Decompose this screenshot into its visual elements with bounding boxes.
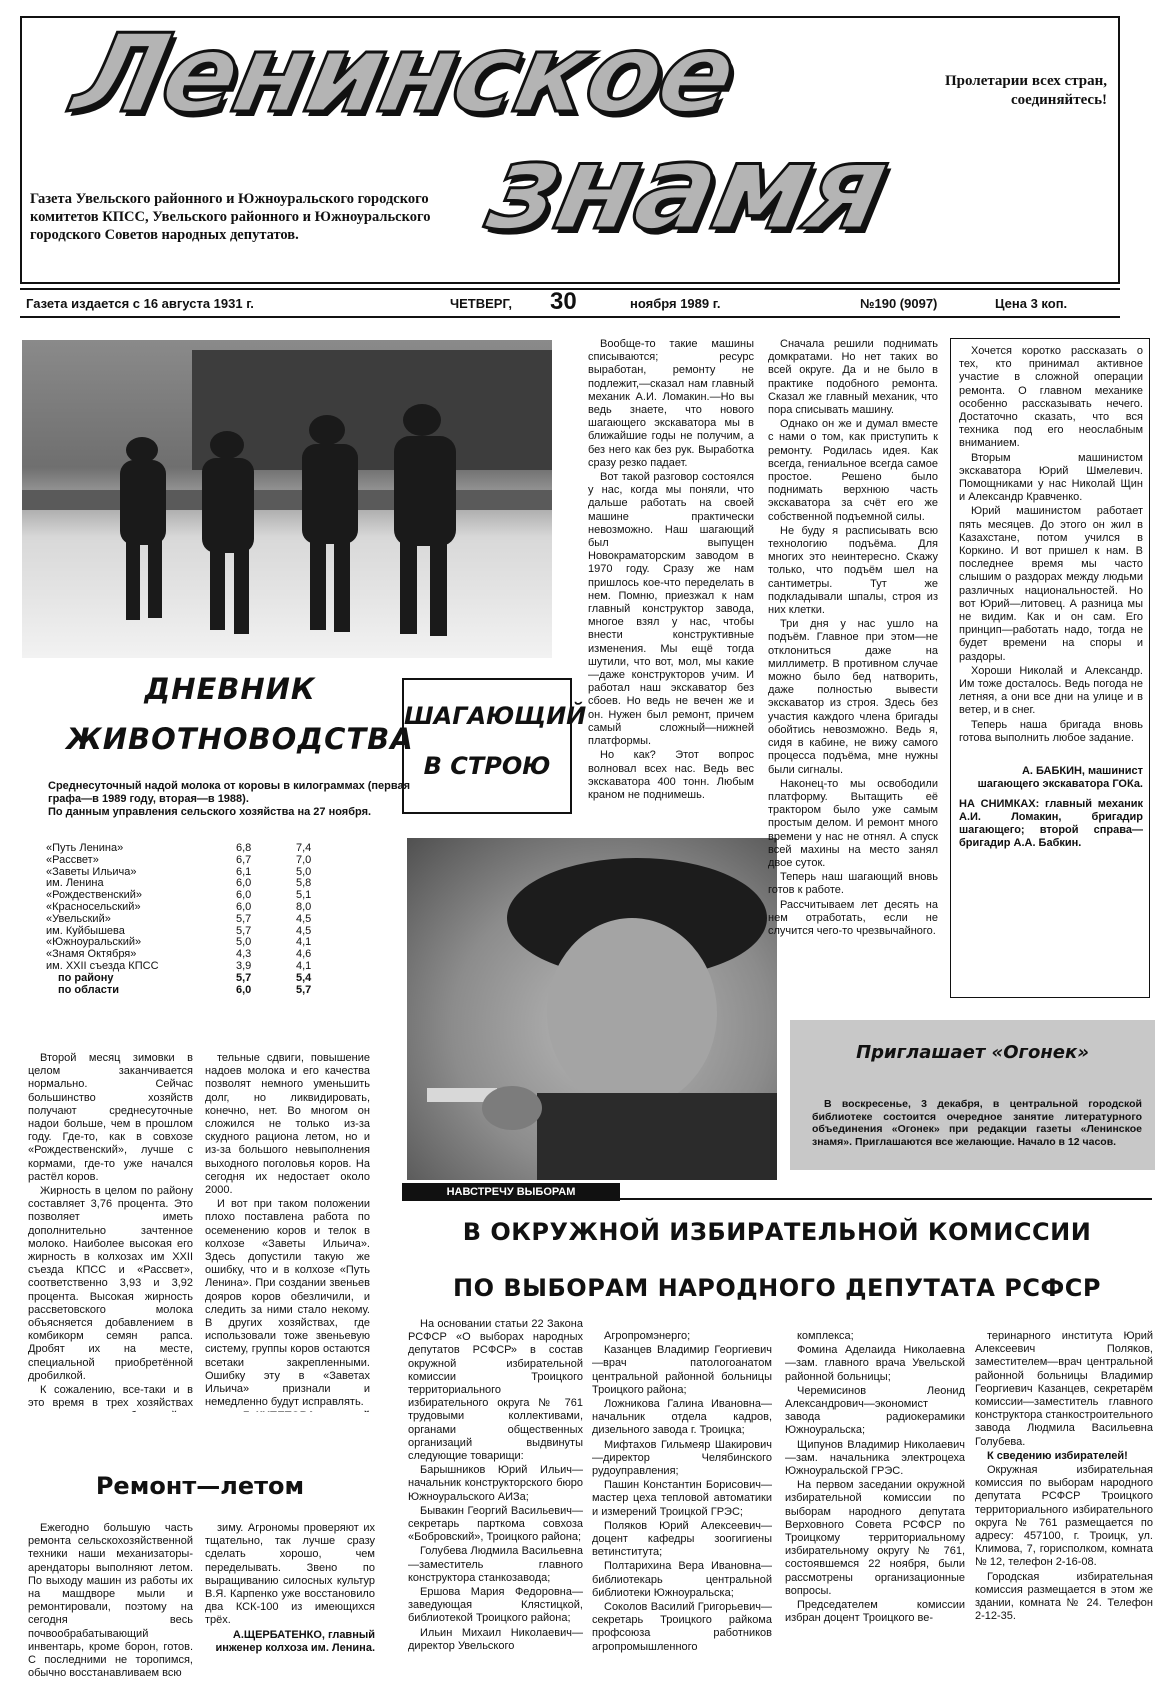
- dnevnik-column-2: [205, 1052, 370, 1412]
- remont-signature: А.ЩЕРБАТЕНКО, главный инженер колхоза им. Ленина.: [215, 1628, 375, 1654]
- dnevnik-signature: [205, 1410, 370, 1412]
- vybory-column-4: [975, 1330, 1153, 1698]
- issue-price: Цена 3 коп.: [995, 296, 1068, 311]
- milk-yield-1989: 6,0: [236, 877, 252, 890]
- milk-yield-farm: им. XXII съезда КПСС: [46, 959, 159, 972]
- shagayushchiy-column-3: [959, 345, 1143, 991]
- vybory-column-1: [408, 1318, 583, 1698]
- remont-column-2: [205, 1522, 375, 1692]
- milk-yield-row: [44, 914, 354, 926]
- paragraph: Но как? Этот вопрос волновал всех нас. Ведь вес экскаватора 400 тонн. Любым краном не поднимешь.: [588, 749, 754, 801]
- paragraph: Хочется коротко рассказать о тех, кто принимал активное участие в сложной операции ремонта. О главном механике особенно рассказывать нечего. Достаточно сказать, что вся техника под его неослабным вниманием.: [959, 345, 1143, 450]
- paragraph: Теперь наш шагающий вновь готов к работе.: [768, 871, 938, 897]
- vybory-rubric: НАВСТРЕЧУ ВЫБОРАМ: [402, 1183, 620, 1201]
- paragraph: Бывакин Георгий Васильевич—секретарь парткома совхоза «Бобровский», Троицкого района;: [408, 1504, 583, 1544]
- milk-yield-1988: 4,5: [296, 912, 312, 925]
- masthead-title-line2: знамя: [477, 118, 899, 256]
- photo-men-walking-image: [22, 340, 552, 658]
- milk-yield-row: [44, 902, 354, 914]
- dnevnik-column-1: [28, 1052, 193, 1412]
- milk-yield-row: [44, 985, 354, 997]
- milk-yield-farm: «Путь Ленина»: [46, 842, 124, 854]
- ogonek-title: Приглашает «Огонек»: [856, 1042, 1089, 1063]
- issue-bar: [20, 288, 1120, 318]
- paragraph: Окружная избирательная комиссия по выборам народного депутата РСФСР Троицкого территориального избирательного округа № 761 размещается по адресу: 457100, г. Троицк, ул. Климова, 7, горисполком, комната № 12, телефон 2-16-08.: [975, 1464, 1153, 1569]
- milk-yield-1989: 6,8: [236, 842, 252, 854]
- paragraph: Теперь наша бригада вновь готова выполнить любое задание.: [959, 718, 1143, 744]
- shagayushchiy-title-box: [402, 678, 587, 814]
- milk-yield-farm: «Красносельский»: [46, 900, 141, 913]
- milk-yield-1988: 5,0: [296, 865, 312, 878]
- paragraph: Голубева Людмила Васильевна—заместитель главного конструктора станкозавода;: [408, 1545, 583, 1584]
- milk-yield-row: [44, 973, 354, 985]
- milk-yield-farm: «Южноуральский»: [46, 936, 142, 949]
- paragraph: Барышников Юрий Ильич—начальник конструкторского бюро Южноуральского АИЗа;: [408, 1464, 583, 1503]
- founded-date: Газета издается с 16 августа 1931 г.: [26, 296, 254, 311]
- shagayushchiy-signature: А. БАБКИН, машинист шагающего экскаватора ГОКа.: [977, 765, 1143, 791]
- paragraph: Три дня у нас ушло на подъём. Главное при этом—не отклониться даже на миллиметр. В противном случае можно было бед натворить, даже полностью вывести экскаватор из строя. Здесь без участия каждого члена бригады обойтись невозможно. Ведь я, сидя в кабине, не вижу самого процесса подъёма, мне нужны были сигналы.: [768, 618, 938, 776]
- milk-yield-1988: 7,4: [296, 842, 312, 854]
- milk-yield-1989: 6,7: [236, 853, 252, 866]
- paragraph: Щипунов Владимир Николаевич—зам. начальника электроцеха Южноуральской ГРЭС.: [785, 1438, 965, 1478]
- rubric-rule: [402, 1198, 1152, 1200]
- milk-yield-1989: 6,0: [236, 889, 252, 902]
- paragraph: Городская избирательная комиссия размещается в этом же здании, комната № 24. Телефон 2-12-35.: [975, 1570, 1153, 1623]
- paragraph: На первом заседании окружной избирательной комиссии по выборам народного депутата Верховного Совета РСФСР по Троицкому территориальному избирательному округу № 761, состоявшемся 22 ноября, были рассмотрены организационные вопросы.: [785, 1479, 965, 1597]
- issue-month-year: ноября 1989 г.: [630, 296, 721, 311]
- issue-day: 30: [550, 288, 577, 315]
- photo-caption: НА СНИМКАХ: главный механик А.И. Ломакин, бригадир шагающего; второй справа—бригадир А.А. Бабкин.: [959, 797, 1143, 850]
- milk-yield-1988: 5,7: [296, 983, 312, 996]
- dnevnik-intro: [48, 780, 418, 819]
- paragraph: комплекса;: [797, 1330, 854, 1342]
- paragraph: Сначала решили поднимать домкратами. Но нет таких во всей округе. Да и не было в практике подобного ремонта. Сказал же главный механик, что пора списывать машину.: [768, 338, 938, 417]
- paragraph: Казанцев Владимир Георгиевич—врач патологоанатом центральной районной больницы Троицкого района;: [592, 1344, 772, 1396]
- remont-column-1: [28, 1522, 193, 1692]
- milk-yield-row: [44, 855, 354, 867]
- shagayushchiy-title-line1: ШАГАЮЩИЙ: [404, 702, 587, 730]
- vybory-headline-1: В ОКРУЖНОЙ ИЗБИРАТЕЛЬНОЙ КОМИССИИ: [462, 1218, 1092, 1246]
- paragraph: Вообще-то такие машины списываются; ресурс выработан, ремонту не подлежит,—сказал нам главный механик А.И. Ломакин.—Но вы ведь знаете, что нового шагающего экскаватора мы в ближайшие годы не получим, а без него как без рук. Выработка сразу резко падает.: [588, 338, 754, 469]
- milk-yield-1989: 3,9: [236, 959, 252, 972]
- milk-yield-row: [44, 961, 354, 973]
- milk-yield-1989: 5,7: [236, 971, 252, 984]
- issue-number: №190 (9097): [860, 296, 938, 311]
- dnevnik-intro-source: По данным управления сельского хозяйства на 27 ноября.: [48, 806, 372, 818]
- milk-yield-farm: «Рождественский»: [46, 889, 143, 902]
- masthead-title-line1: Ленинское: [63, 12, 745, 137]
- milk-yield-1989: 5,0: [236, 936, 252, 949]
- paragraph: Пашин Константин Борисович—мастер цеха тепловой автоматики и измерений Троицкой ГРЭС;: [592, 1479, 772, 1518]
- milk-yield-farm: по району: [58, 971, 114, 984]
- milk-yield-farm: по области: [58, 983, 120, 996]
- paragraph: Ежегодно большую часть ремонта сельскохозяйственной техники наши механизаторы-арендаторы выполняют летом. По выходу машин из работы их на машдворе мыли и ремонтировали, поэтому на сегодня весь почвообрабатывающий инвентарь, кроме борон, готов. С последними не торопимся, обычно восстанавливаем всю: [28, 1522, 193, 1680]
- paragraph: зиму. Агрономы проверяют их тщательно, так лучше сразу сделать хорошо, чем переделывать. Звено по выращиванию силосных культур В.Я. Карпенко уже восстановило два КСК-100 из имеющихся трёх.: [205, 1522, 375, 1627]
- paragraph: Вот такой разговор состоялся у нас, когда мы поняли, что дальше работать на своей машине практически невозможно. Наш шагающий был выпущен Новокраматорским заводом в 1970 году. Сразу же нам пришлось кое-что переделать в нем. Помню, приезжал к нам главный конструктор завода, многое взял у нас, чтобы внести конструктивные изменения. Мы ещё тогда шутили, что вот, мол, мы какие—даже конструкторов учим. И работал наш экскаватор без сбоев. Но ведь не вечен же и он. Нужен был ремонт, причем самый сложный—нижней платформы.: [588, 471, 754, 748]
- paragraph: Мифтахов Гильмеяр Шакирович—директор Челябинского рудоуправления;: [592, 1438, 772, 1478]
- masthead-publisher: Газета Увельского районного и Южноуральского городского комитетов КПСС, Увельского районного и Южноуральского городского Советов народных депутатов.: [30, 191, 431, 243]
- paragraph: Второй месяц зимовки в целом заканчивается нормально. Сейчас большинство хозяйств получают среднесуточные надои больше, чем в прошлом году. Где-то, как в совхозе «Рождественский», лучше с кормами, где-то уже начался растёл коров.: [28, 1052, 193, 1183]
- milk-yield-farm: «Знамя Октября»: [46, 948, 137, 961]
- milk-yield-1989: 6,0: [236, 983, 252, 996]
- ogonek-box: [790, 1020, 1155, 1170]
- milk-yield-1988: 4,1: [296, 936, 312, 949]
- milk-yield-farm: «Рассвет»: [46, 853, 99, 866]
- paragraph: теринарного института Юрий Алексеевич Поляков, заместителем—врач центральной районной больницы Владимир Георгиевич Казанцев, секретарём комиссии—заместитель главного конструктора станкостроительного завода Людмила Васильевна Голубева.: [975, 1330, 1153, 1448]
- paragraph: Жирность в целом по району составляет 3,76 процента. Это позволяет иметь дополнительно зачтенное молоко. Наиболее высокая его жирность в колхозах им XXII съезда КПСС и «Рассвет», соответственно 3,93 и 3,92 процента. Высокая жирность рассветовского молока объясняется добавлением в комбикорм семян рапса. Дробят их на месте, специальной приобретённой дробилкой.: [28, 1185, 193, 1382]
- milk-yield-1989: 5,7: [236, 924, 252, 937]
- milk-yield-1988: 5,4: [296, 971, 312, 984]
- paragraph: Ильин Михаил Николаевич—директор Увельского: [408, 1626, 583, 1652]
- masthead: [20, 12, 1120, 284]
- paragraph: Ершова Мария Федоровна—заведующая Клястицкой, библиотекой Троицкого района;: [408, 1586, 583, 1625]
- paragraph: И вот при таком положении плохо поставлена работа по осеменению коров и телок в колхозе «Заветы Ильича». Здесь допустили такую же ошибку, что и в колхозе «Путь Ленина». При создании звеньев дояров коров обезличили, и следить за ними стало некому. В других хозяйствах, где использовали тоже звеньевую систему, группы коров остаются всетаки закрепленными. Ошибку эту в «Заветах Ильича» признали и немедленно будут исправлять.: [205, 1198, 370, 1409]
- issue-weekday: ЧЕТВЕРГ,: [450, 296, 512, 311]
- shagayushchiy-sidebar: [950, 338, 1150, 998]
- milk-yield-table: [44, 843, 354, 996]
- paragraph: Рассчитываем лет десять на нем отработать, если не случится чего-то чрезвычайного.: [768, 898, 938, 937]
- dnevnik-title-line1: ДНЕВНИК: [144, 672, 316, 706]
- milk-yield-1988: 5,1: [296, 889, 312, 902]
- milk-yield-farm: им. Куйбышева: [46, 924, 125, 937]
- milk-yield-1989: 6,1: [236, 865, 252, 878]
- vybory-column-2: [592, 1330, 772, 1698]
- paragraph: Наконец-то мы освободили платформу. Вытащить её трактором было уже самым простым делом. И ремонт много времени у нас не отнял. А спуск всей махины на место занял двое суток.: [768, 777, 938, 869]
- paragraph: К сожалению, все-таки и в это время в трех хозяйствах: [28, 1384, 193, 1410]
- milk-yield-1989: 4,3: [236, 948, 252, 961]
- milk-yield-1989: 6,0: [236, 900, 252, 913]
- dnevnik-title-line2: ЖИВОТНОВОДСТВА: [66, 722, 414, 756]
- shagayushchiy-column-1: [588, 338, 754, 978]
- notice-heading: К сведению избирателей!: [987, 1449, 1128, 1462]
- paragraph: Поляков Юрий Алексеевич—доцент кафедры зоогигиены ветинститута;: [592, 1519, 772, 1559]
- paragraph: тельные сдвиги, повышение надоев молока и его качества позволят немного уменьшить долг, но ликвидировать, конечно, нет. Во многом он сложился не только из-за скудного рациона летом, но и из-за большого невыполнения выходного поголовья коров. На сегодня их недостает около 2000.: [205, 1052, 370, 1197]
- vybory-column-3: [785, 1330, 965, 1698]
- paragraph: Фомина Аделаида Николаевна—зам. главного врача Увельской районной больницы;: [785, 1344, 965, 1383]
- paragraph: На основании статьи 22 Закона РСФСР «О выборах народных депутатов РСФСР» в состав окружной избирательной комиссии Троицкого территориального избирательного округа № 761 трудовыми коллективами, органами общественных организаций выдвинуты следующие товарищи:: [408, 1318, 583, 1463]
- dnevnik-intro-text: Среднесуточный надой молока от коровы в килограммах (первая графа—в 1989 году, вторая—в 1988).: [48, 780, 411, 805]
- milk-yield-1989: 5,7: [236, 912, 252, 925]
- paragraph: Черемисинов Леонид Александрович—экономист завода радиокерамики Южноуральска;: [785, 1384, 965, 1437]
- milk-yield-1988: 5,8: [296, 877, 312, 890]
- vybory-headline-2: ПО ВЫБОРАМ НАРОДНОГО ДЕПУТАТА РСФСР: [453, 1274, 1101, 1302]
- milk-yield-1988: 4,6: [296, 948, 312, 961]
- paragraph: Вторым машинистом экскаватора Юрий Шмелевич. Помощниками у нас Николай Щин и Александр Кравченко.: [959, 451, 1143, 504]
- milk-yield-1988: 7,0: [296, 853, 312, 866]
- paragraph: Однако он же и думал вместе с нами о том, как приступить к ремонту. Родилась идея. Как всегда, гениальное всегда самое простое. Решено было поднимать верхнюю часть экскаватора за счёт его же собственной подъемной силы.: [768, 418, 938, 523]
- milk-yield-1988: 4,5: [296, 924, 312, 937]
- milk-yield-farm: им. Ленина: [46, 877, 104, 890]
- milk-yield-farm: «Увельский»: [46, 912, 111, 925]
- paragraph: Хороши Николай и Александр. Им тоже досталось. Ведь погода не летняя, а они все дни на улице и в ветер, и в снег.: [959, 664, 1143, 717]
- photo-men-walking: [22, 340, 552, 658]
- paragraph: Юрий машинистом работает пять месяцев. До этого он жил в Казахстане, потом учился в Коркино. И вот пришел к нам. В последнее время мы часто слышим о раздорах между людьми различных национальностей. Но вот Юрий—литовец. А разница мы не видим. Как и он сам. Его принцип—работать надо, тогда не будет времени на споры и раздоры.: [959, 505, 1143, 663]
- paragraph: Полтарихина Вера Ивановна—библиотекарь центральной библиотеки Южноуральска;: [592, 1560, 772, 1599]
- shagayushchiy-column-2: [768, 338, 938, 978]
- ogonek-text: В воскресенье, 3 декабря, в центральной городской библиотеке состоится очередное занятие литературного объединения «Огонек» при редакции газеты «Ленинское знамя». Приглашаются все желающие. Начало в 12 часов.: [812, 1098, 1142, 1148]
- paragraph: Агропромэнерго;: [604, 1330, 691, 1342]
- ogonek-text-block: [812, 1098, 1142, 1166]
- milk-yield-farm: «Заветы Ильича»: [46, 865, 137, 878]
- shagayushchiy-title-line2: В СТРОЮ: [423, 752, 551, 780]
- paragraph: Ложникова Галина Ивановна—начальник отдела кадров, дизельного завода г. Троицка;: [592, 1398, 772, 1437]
- paragraph: Председателем комиссии избран доцент Троицкого ве-: [785, 1599, 965, 1625]
- milk-yield-1988: 4,1: [296, 959, 312, 972]
- milk-yield-1988: 8,0: [296, 900, 312, 913]
- remont-title: Ремонт—летом: [95, 1472, 305, 1500]
- paragraph: Соколов Василий Григорьевич—секретарь Троицкого райкома профсоюза работников агропромышленного: [592, 1601, 772, 1653]
- masthead-motto: Пролетарии всех стран, соединяйтесь!: [945, 73, 1107, 108]
- paragraph: Не буду я расписывать всю технологию подъёма. Для многих это неинтересно. Скажу только, что подъём шел на сантиметры. Тут же подкладывали шпалы, строя из них клетки.: [768, 524, 938, 617]
